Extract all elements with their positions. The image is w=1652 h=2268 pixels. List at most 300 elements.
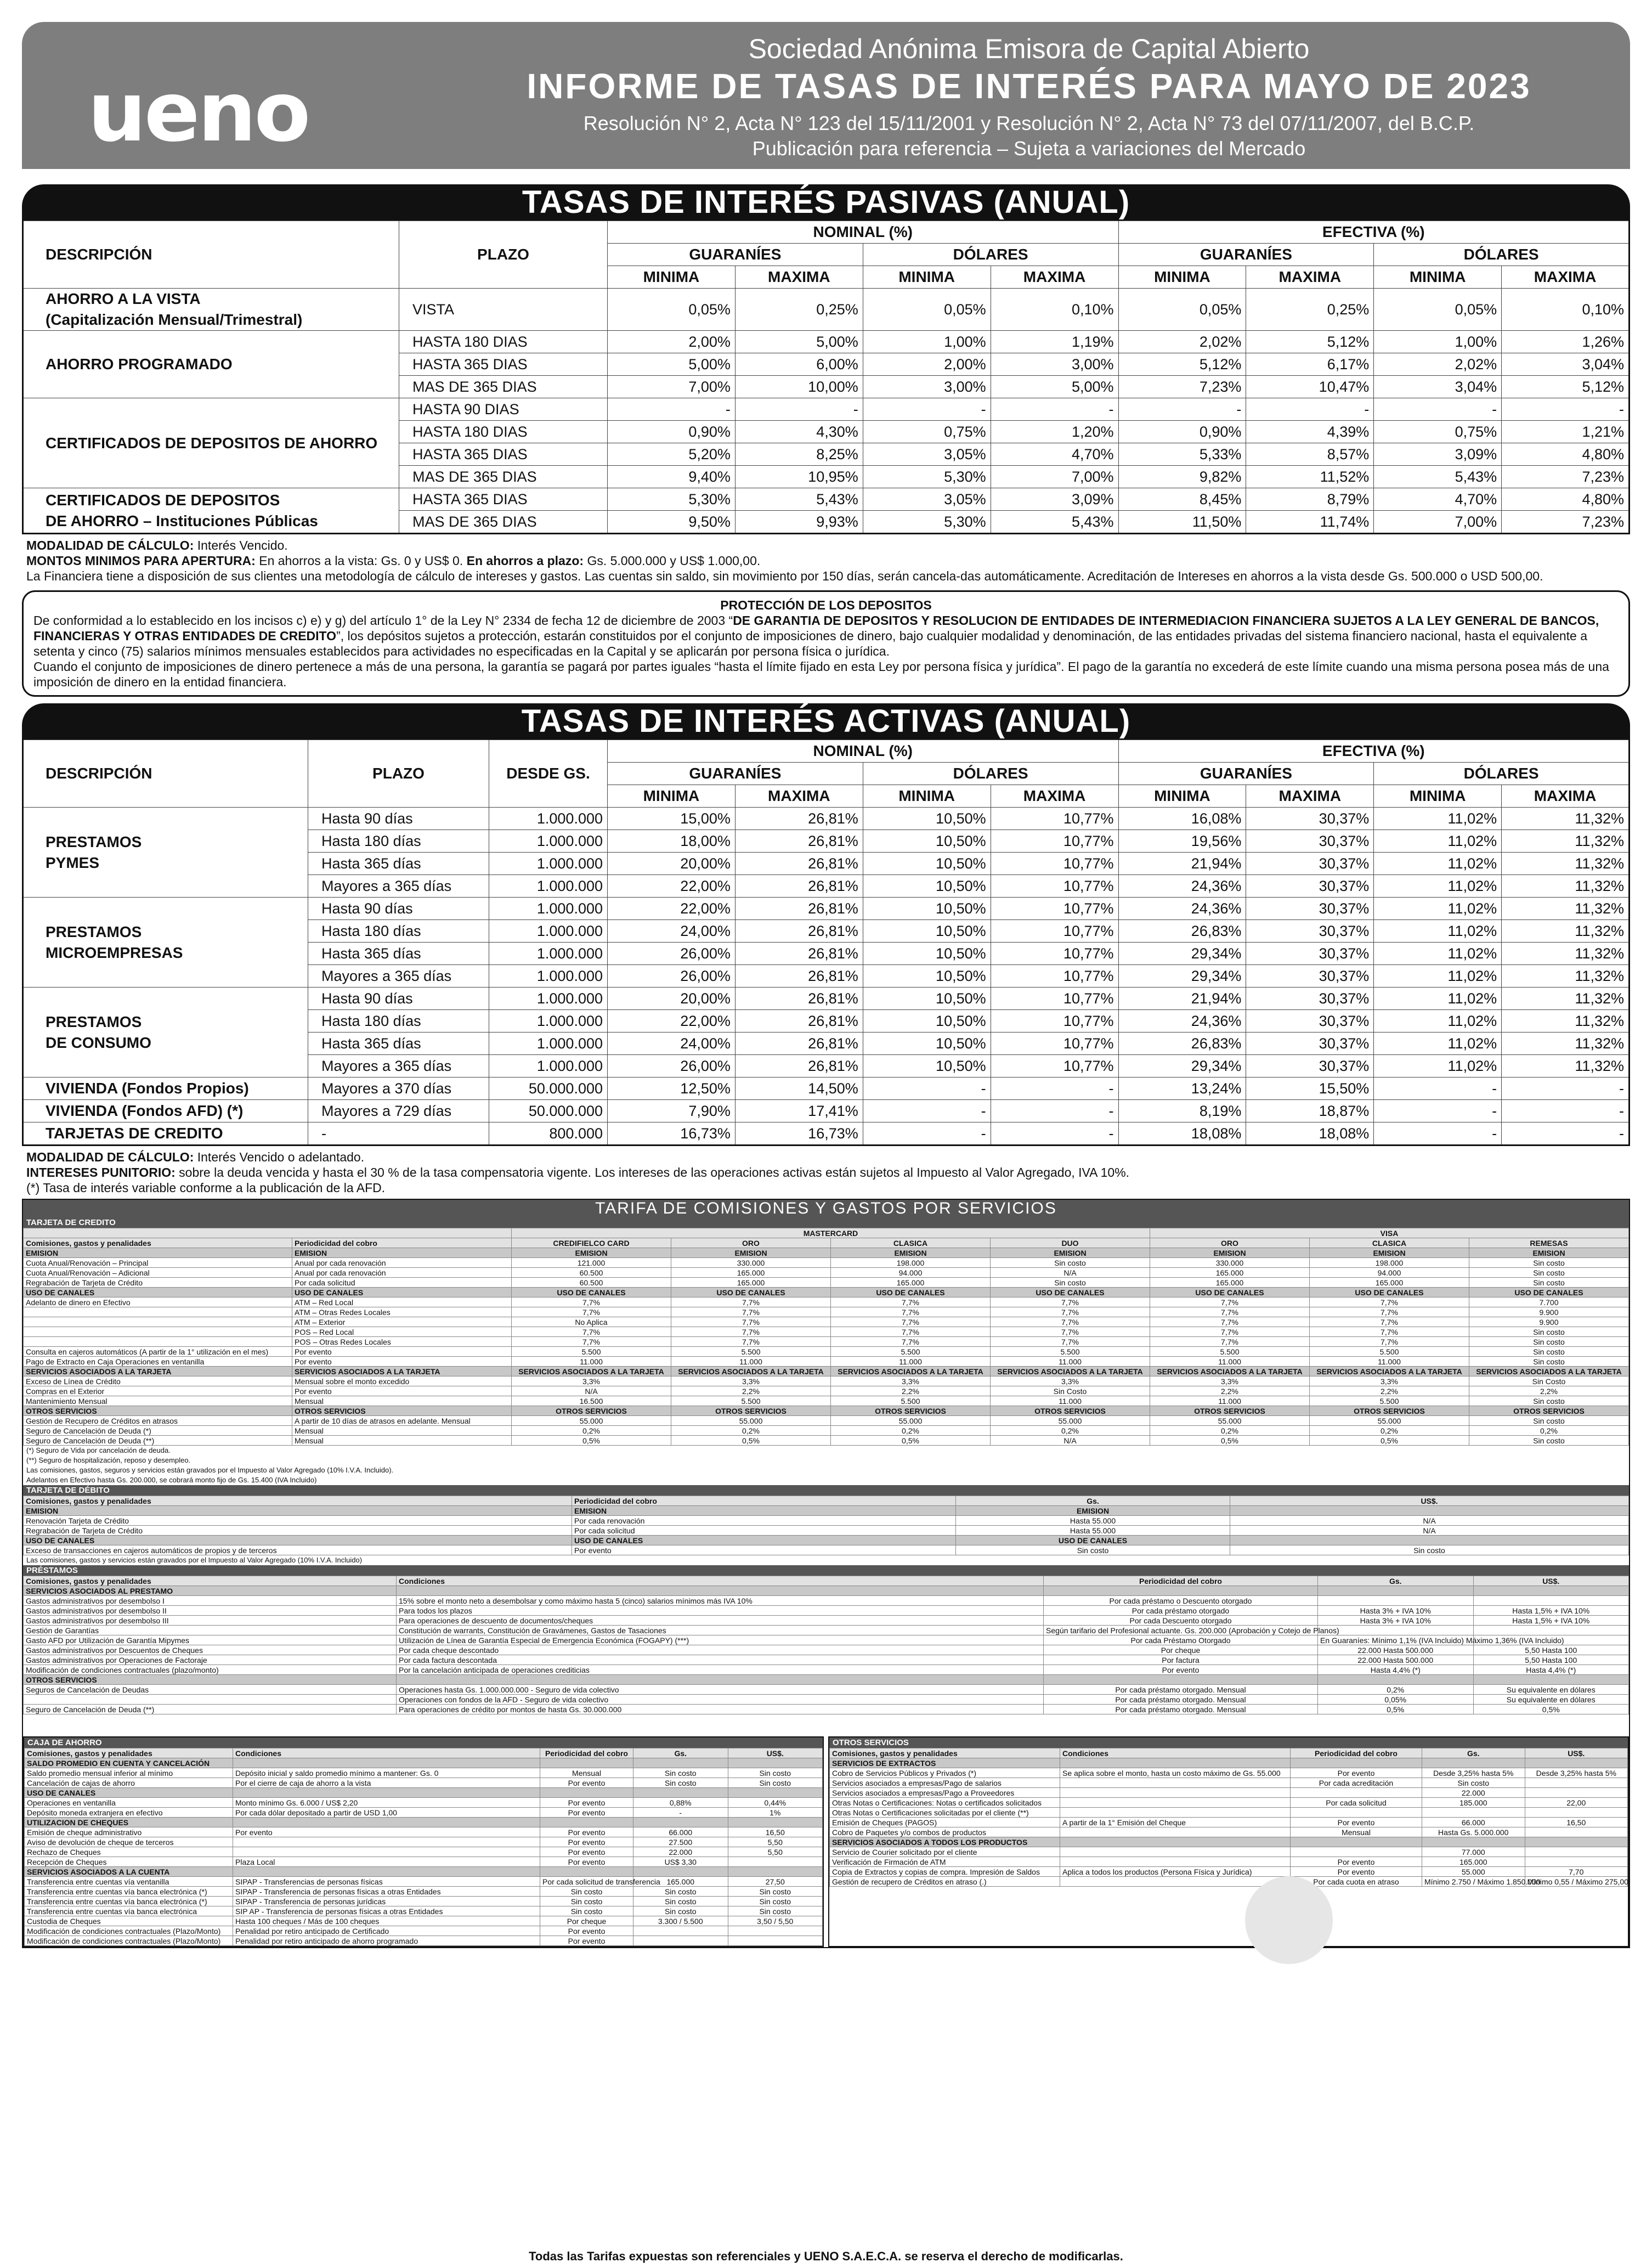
rate-cell: 9,93%	[735, 511, 863, 534]
rate-cell: 10,50%	[863, 988, 991, 1010]
rate-cell: 2,02%	[1374, 353, 1502, 376]
table-cell: Sin costo	[540, 1887, 633, 1897]
table-cell: Para operaciones de descuento de documentos/cheques	[397, 1616, 1044, 1626]
column-header: Periodicidad del cobro	[540, 1748, 633, 1758]
plazo-cell: HASTA 365 DIAS	[399, 488, 608, 511]
table-cell: 27.500	[633, 1837, 728, 1847]
table-cell	[233, 1758, 540, 1768]
section-row	[24, 1367, 1629, 1376]
rate-cell: 11,02%	[1374, 875, 1502, 898]
table-cell: EMISION	[292, 1248, 512, 1258]
col-max: MAXIMA	[991, 785, 1118, 808]
column-header: Condiciones	[233, 1748, 540, 1758]
rate-cell: 11,32%	[1502, 808, 1630, 830]
rate-cell: 10,77%	[991, 965, 1118, 988]
column-header: US$.	[728, 1748, 823, 1758]
rate-cell: -	[991, 1077, 1118, 1100]
group-label: PRESTAMOS PYMES	[23, 808, 308, 898]
table-cell: 22,00	[1525, 1798, 1628, 1808]
rate-cell: 5,20%	[608, 443, 736, 466]
rate-cell: 1,21%	[1502, 421, 1630, 443]
table-row	[830, 1818, 1628, 1827]
group-label: TARJETAS DE CREDITO	[23, 1122, 308, 1146]
rate-cell: 10,50%	[863, 898, 991, 920]
rate-cell: 3,05%	[863, 443, 991, 466]
table-cell: US$ 3,30	[633, 1857, 728, 1867]
rate-cell: 24,36%	[1118, 1010, 1246, 1033]
rate-cell: 19,56%	[1118, 830, 1246, 853]
table-cell	[397, 1675, 1044, 1685]
note-text: Las comisiones, gastos, seguros y servicios están gravados por el Impuesto al Valor Agregado (10% I.V.A. Incluido).	[26, 1466, 394, 1474]
table-cell	[1473, 1596, 1629, 1606]
table-cell: Pago de Extracto en Caja Operaciones en ventanilla	[24, 1357, 292, 1367]
table-cell: 7,7%	[512, 1327, 671, 1337]
column-header: Condiciones	[397, 1576, 1044, 1586]
col-max: MAXIMA	[991, 266, 1118, 289]
rate-cell: 1,19%	[991, 331, 1118, 353]
table-cell: 0,05%	[1318, 1695, 1474, 1705]
activas-table	[22, 740, 1630, 1146]
rate-cell: 2,00%	[863, 353, 991, 376]
rate-cell: -	[1502, 1077, 1630, 1100]
table-cell: 0,5%	[831, 1436, 991, 1446]
table-cell: 9.900	[1469, 1307, 1629, 1317]
table-cell	[233, 1818, 540, 1827]
proteccion-text: De conformidad a lo establecido en los incisos c) e) y g) del artículo 1° de la Ley N° 2334 de fecha 12 de diciembre de 2003 “	[33, 613, 733, 628]
rate-cell: 50.000.000	[489, 1077, 608, 1100]
rate-cell: 3,09%	[991, 488, 1118, 511]
table-row	[24, 1337, 1629, 1347]
table-cell: Por evento	[1291, 1867, 1422, 1877]
proteccion-title: PROTECCIÓN DE LOS DEPOSITOS	[720, 598, 932, 612]
company-type: Sociedad Anónima Emisora de Capital Abierto	[748, 33, 1310, 64]
table-cell	[633, 1867, 728, 1877]
rate-cell: 11,32%	[1502, 898, 1630, 920]
table-row	[25, 1936, 823, 1946]
table-cell	[24, 1317, 292, 1327]
rate-cell: 10,77%	[991, 898, 1118, 920]
header-row	[24, 1238, 1629, 1248]
table-cell	[1422, 1837, 1525, 1847]
footer-text: Todas las Tarifas expuestas son referenciales y UENO S.A.E.C.A. se reserva el derecho de modificarlas.	[529, 2249, 1123, 2263]
table-cell: SIPAP - Transferencia de personas jurídicas	[233, 1897, 540, 1906]
table-cell: Gastos administrativos por Operaciones de Factoraje	[24, 1655, 397, 1665]
rate-cell: 7,00%	[1374, 511, 1502, 534]
table-cell: USO DE CANALES	[24, 1288, 292, 1297]
table-cell	[1060, 1788, 1291, 1798]
pasivas-notes	[22, 534, 1630, 584]
table-row	[24, 1655, 1629, 1665]
table-cell: OTROS SERVICIOS	[831, 1406, 991, 1416]
table-cell: Sin costo	[540, 1897, 633, 1906]
table-cell: 11.000	[991, 1396, 1150, 1406]
table-cell	[1060, 1847, 1291, 1857]
rate-cell: 1.000.000	[489, 943, 608, 965]
table-row	[25, 1827, 823, 1837]
table-cell: Saldo promedio mensual inferior al mínimo	[25, 1768, 233, 1778]
table-cell: SERVICIOS ASOCIADOS AL PRESTAMO	[24, 1586, 397, 1596]
ueno-logo: ueno	[88, 65, 309, 160]
table-cell: 330.000	[1150, 1258, 1310, 1268]
table-cell: Verificación de Firmación de ATM	[830, 1857, 1060, 1867]
table-cell: SIPAP - Transferencia de personas físicas a otras Entidades	[233, 1887, 540, 1897]
rate-cell: 11,02%	[1374, 830, 1502, 853]
table-cell: 16,50	[728, 1827, 823, 1837]
table-cell	[1060, 1827, 1291, 1837]
table-cell	[540, 1867, 633, 1877]
table-cell: Por el cierre de caja de ahorro a la vista	[233, 1778, 540, 1788]
proteccion-law-name: DE GARANTIA DE DEPOSITOS Y RESOLUCION DE ENTIDADES DE INTERMEDIACION FINANCIERA SUJETOS A LA LEY GENERAL DE BANCOS, FINANCIERAS Y OTRAS ENTIDADES DE CREDITO	[33, 613, 1599, 643]
table-cell: 7,7%	[991, 1337, 1150, 1347]
note-text: Adelantos en Efectivo hasta Gs. 200.000, se cobrará monto fijo de Gs. 15.400 (IVA Incluido)	[26, 1476, 317, 1484]
rate-cell: 11,32%	[1502, 920, 1630, 943]
table-cell: OTROS SERVICIOS	[24, 1406, 292, 1416]
col-min: MINIMA	[863, 266, 991, 289]
rate-row	[23, 808, 1630, 830]
rate-cell: 30,37%	[1246, 1033, 1374, 1055]
table-row	[24, 1645, 1629, 1655]
column-header: CLASICA	[1310, 1238, 1469, 1248]
table-row	[830, 1798, 1628, 1808]
header	[22, 22, 1630, 169]
section-row	[24, 1506, 1629, 1516]
rate-cell: 26,00%	[608, 965, 736, 988]
col-efectiva: EFECTIVA (%)	[1118, 221, 1630, 244]
table-cell: 165.000	[1310, 1278, 1469, 1288]
rate-cell: 5,00%	[608, 353, 736, 376]
rate-cell: 5,30%	[863, 511, 991, 534]
rate-cell: 11,02%	[1374, 808, 1502, 830]
rate-cell: 10,47%	[1246, 376, 1374, 398]
table-cell: SERVICIOS ASOCIADOS A LA TARJETA	[292, 1367, 512, 1376]
table-cell	[24, 1695, 397, 1705]
table-cell	[1060, 1857, 1291, 1867]
col-max: MAXIMA	[1246, 266, 1374, 289]
table-cell: Por evento	[540, 1857, 633, 1867]
table-row	[830, 1768, 1628, 1778]
rate-cell: 30,37%	[1246, 943, 1374, 965]
group-label: CERTIFICADOS DE DEPOSITOS DE AHORRO – Instituciones Públicas	[23, 488, 399, 534]
table-cell: 2,2%	[1469, 1386, 1629, 1396]
plazo-cell: HASTA 90 DIAS	[399, 398, 608, 421]
table-cell: Mensual	[292, 1436, 512, 1446]
brand-visa: VISA	[1150, 1228, 1629, 1238]
rate-cell: 30,37%	[1246, 1055, 1374, 1077]
table-cell: 55.000	[1422, 1867, 1525, 1877]
table-cell: 7,70	[1525, 1867, 1628, 1877]
rate-row	[23, 1100, 1630, 1122]
table-cell: Sin costo	[728, 1887, 823, 1897]
rate-cell: 3,04%	[1374, 376, 1502, 398]
table-cell: Hasta 55.000	[956, 1526, 1230, 1536]
plazo-cell: Hasta 365 días	[308, 1033, 489, 1055]
table-cell: 198.000	[831, 1258, 991, 1268]
table-cell: 165.000	[671, 1278, 831, 1288]
table-row	[24, 1705, 1629, 1714]
tarjeta-debito-note: Las comisiones, gastos y servicios están gravados por el Impuesto al Valor Agregado (10% I.V.A. Incluido)	[26, 1556, 363, 1564]
table-cell: ATM – Red Local	[292, 1297, 512, 1307]
table-cell: EMISION	[1310, 1248, 1469, 1258]
table-cell: Gastos administrativos por desembolso I	[24, 1596, 397, 1606]
table-cell: Servicio de Courier solicitado por el cliente	[830, 1847, 1060, 1857]
table-cell: 11.000	[1150, 1396, 1310, 1406]
table-row	[25, 1798, 823, 1808]
rate-cell: 22,00%	[608, 875, 736, 898]
table-row	[24, 1685, 1629, 1695]
table-cell	[1525, 1808, 1628, 1818]
table-cell: Sin costo	[1469, 1268, 1629, 1278]
plazo-cell: Mayores a 370 días	[308, 1077, 489, 1100]
rate-cell: 11,32%	[1502, 875, 1630, 898]
table-cell: Hasta 1,5% + IVA 10%	[1473, 1606, 1629, 1616]
rate-cell: 11,02%	[1374, 898, 1502, 920]
table-cell	[1291, 1788, 1422, 1798]
rate-cell: 24,00%	[608, 920, 736, 943]
table-cell: EMISION	[991, 1248, 1150, 1258]
rate-row	[23, 289, 1630, 331]
table-cell: Regrabación de Tarjeta de Crédito	[24, 1526, 572, 1536]
table-cell: Su equivalente en dólares	[1473, 1695, 1629, 1705]
table-cell: 165.000	[1150, 1278, 1310, 1288]
table-cell: Por cada cheque descontado	[397, 1645, 1044, 1655]
table-cell: 3,3%	[991, 1376, 1150, 1386]
plazo-cell: HASTA 180 DIAS	[399, 331, 608, 353]
table-cell: Por cada préstamo otorgado. Mensual	[1044, 1695, 1318, 1705]
table-cell: Sin costo	[728, 1897, 823, 1906]
table-cell: 66.000	[633, 1827, 728, 1837]
rate-cell: -	[1246, 398, 1374, 421]
rate-cell: 26,83%	[1118, 920, 1246, 943]
table-cell: Emisión de cheque administrativo	[25, 1827, 233, 1837]
table-cell: POS – Otras Redes Locales	[292, 1337, 512, 1347]
rate-cell: 9,50%	[608, 511, 736, 534]
col-max: MAXIMA	[1502, 785, 1630, 808]
section-row	[830, 1758, 1628, 1768]
table-cell: 7,7%	[1150, 1337, 1310, 1347]
reference-text: Publicación para referencia – Sujeta a variaciones del Mercado	[752, 137, 1306, 160]
table-row	[24, 1307, 1629, 1317]
table-row	[25, 1808, 823, 1818]
table-cell: 7,7%	[991, 1297, 1150, 1307]
table-cell: N/A	[512, 1386, 671, 1396]
table-cell: 9.900	[1469, 1317, 1629, 1327]
rate-cell: 10,50%	[863, 1033, 991, 1055]
table-cell: Sin costo	[1469, 1278, 1629, 1288]
rate-cell: 26,00%	[608, 1055, 736, 1077]
table-cell: 7,7%	[1310, 1337, 1469, 1347]
table-cell: Por cada Préstamo Otorgado	[1044, 1635, 1318, 1645]
col-max: MAXIMA	[1246, 785, 1374, 808]
section-row	[24, 1406, 1629, 1416]
column-header: Periodicidad del cobro	[292, 1238, 512, 1248]
note-text: En ahorros a la vista: Gs. 0 y US$ 0.	[259, 554, 463, 568]
table-cell: 165.000	[671, 1268, 831, 1278]
table-cell: 0,2%	[831, 1426, 991, 1436]
table-cell: 0,2%	[1318, 1685, 1474, 1695]
section-row	[25, 1867, 823, 1877]
plazo-cell: Mayores a 365 días	[308, 875, 489, 898]
rate-cell: 1,00%	[1374, 331, 1502, 353]
table-cell: Penalidad por retiro anticipado de ahorro programado	[233, 1936, 540, 1946]
table-cell: SIP AP - Transferencia de personas físicas a otras Entidades	[233, 1906, 540, 1916]
table-cell: 22.000 Hasta 500.000	[1318, 1645, 1474, 1655]
rate-cell: 5,00%	[735, 331, 863, 353]
table-cell: SERVICIOS ASOCIADOS A LA TARJETA	[831, 1367, 991, 1376]
table-cell: Sin Costo	[1469, 1376, 1629, 1386]
table-cell: 55.000	[831, 1416, 991, 1426]
table-row	[24, 1327, 1629, 1337]
rate-row	[23, 331, 1630, 353]
table-cell: Sin costo	[728, 1906, 823, 1916]
rate-cell: 1,20%	[991, 421, 1118, 443]
table-cell	[1230, 1536, 1629, 1545]
table-cell	[1318, 1675, 1474, 1685]
rate-cell: 9,82%	[1118, 466, 1246, 488]
column-header: Condiciones	[1060, 1748, 1291, 1758]
note-label: INTERESES PUNITORIO:	[26, 1165, 176, 1180]
rate-cell: 3,00%	[991, 353, 1118, 376]
table-cell	[728, 1926, 823, 1936]
col-plazo: PLAZO	[308, 740, 489, 808]
table-cell: 7,7%	[831, 1307, 991, 1317]
tarjeta-debito-table	[23, 1496, 1629, 1555]
rate-cell: 11,32%	[1502, 988, 1630, 1010]
plazo-cell: Mayores a 365 días	[308, 965, 489, 988]
table-cell	[633, 1926, 728, 1936]
prestamos-title: PRÉSTAMOS	[23, 1565, 1629, 1576]
rate-cell: 11,32%	[1502, 943, 1630, 965]
table-cell: Sin costo	[633, 1906, 728, 1916]
section-row	[24, 1675, 1629, 1685]
tarjeta-debito-title: TARJETA DE DÉBITO	[23, 1485, 1629, 1496]
table-cell: Consulta en cajeros automáticos (A partir de la 1° utilización en el mes)	[24, 1347, 292, 1357]
table-cell: En Guaraníes: Mínimo 1,1% (IVA Incluido) Máximo 1,36% (IVA Incluido)	[1318, 1635, 1474, 1645]
table-cell	[1060, 1778, 1291, 1788]
rate-cell: 11,32%	[1502, 830, 1630, 853]
table-cell: Gastos administrativos por desembolso II	[24, 1606, 397, 1616]
rate-cell: 0,75%	[1374, 421, 1502, 443]
rate-cell: 10,77%	[991, 943, 1118, 965]
rate-cell: 1.000.000	[489, 830, 608, 853]
col-descripcion: DESCRIPCIÓN	[23, 740, 308, 808]
table-cell: EMISION	[512, 1248, 671, 1258]
plazo-cell: Hasta 90 días	[308, 808, 489, 830]
rate-cell: 11,02%	[1374, 988, 1502, 1010]
rate-cell: 1.000.000	[489, 1055, 608, 1077]
table-cell: 0,2%	[1310, 1426, 1469, 1436]
rate-cell: 26,81%	[735, 808, 863, 830]
table-cell: 11.000	[831, 1357, 991, 1367]
table-cell: Sin costo	[991, 1258, 1150, 1268]
rate-cell: 10,50%	[863, 1010, 991, 1033]
plazo-cell: Hasta 90 días	[308, 988, 489, 1010]
rate-cell: 5,12%	[1502, 376, 1630, 398]
table-cell: EMISION	[671, 1248, 831, 1258]
table-cell: Anual por cada renovación	[292, 1268, 512, 1278]
section-row	[24, 1288, 1629, 1297]
tarifa-section	[22, 1199, 1630, 1948]
table-cell	[728, 1818, 823, 1827]
scroll-top-icon[interactable]	[1245, 1876, 1333, 1964]
rate-cell: -	[1502, 398, 1630, 421]
table-cell: 7,7%	[991, 1317, 1150, 1327]
rate-cell: 10,77%	[991, 808, 1118, 830]
table-cell: USO DE CANALES	[292, 1288, 512, 1297]
rate-cell: 24,36%	[1118, 898, 1246, 920]
table-row	[25, 1877, 823, 1887]
rate-cell: 30,37%	[1246, 830, 1374, 853]
rate-cell: 1.000.000	[489, 853, 608, 875]
table-cell: 60.500	[512, 1278, 671, 1288]
table-cell: N/A	[1230, 1516, 1629, 1526]
rate-cell: 2,02%	[1118, 331, 1246, 353]
column-header: Periodicidad del cobro	[572, 1496, 956, 1506]
rate-cell: 5,12%	[1118, 353, 1246, 376]
rate-cell: 10,77%	[991, 830, 1118, 853]
rate-cell: 11,02%	[1374, 965, 1502, 988]
table-row	[25, 1857, 823, 1867]
table-cell: 0,2%	[671, 1426, 831, 1436]
table-cell: Por evento	[1291, 1857, 1422, 1867]
rate-cell: 12,50%	[608, 1077, 736, 1100]
table-cell: USO DE CANALES	[956, 1536, 1230, 1545]
group-label: VIVIENDA (Fondos AFD) (*)	[23, 1100, 308, 1122]
table-cell: Por la cancelación anticipada de operaciones crediticias	[397, 1665, 1044, 1675]
table-cell: 3,3%	[831, 1376, 991, 1386]
rate-row	[23, 1077, 1630, 1100]
table-cell: Para todos los plazos	[397, 1606, 1044, 1616]
col-gs: GUARANÍES	[1118, 763, 1374, 785]
rate-row	[23, 898, 1630, 920]
plazo-cell: Mayores a 729 días	[308, 1100, 489, 1122]
column-header: Gs.	[1422, 1748, 1525, 1758]
table-cell: Regrabación de Tarjeta de Crédito	[24, 1278, 292, 1288]
table-cell	[1060, 1798, 1291, 1808]
table-cell: 5,50 Hasta 100	[1473, 1645, 1629, 1655]
table-cell: EMISION	[24, 1248, 292, 1258]
table-cell: Hasta 55.000	[956, 1516, 1230, 1526]
col-min: MINIMA	[1374, 785, 1502, 808]
rate-cell: 26,81%	[735, 1010, 863, 1033]
table-cell: OTROS SERVICIOS	[1150, 1406, 1310, 1416]
column-header: Gs.	[956, 1496, 1230, 1506]
table-cell: Gasto AFD por Utilización de Garantía Mipymes	[24, 1635, 397, 1645]
column-header: Comisiones, gastos y penalidades	[830, 1748, 1060, 1758]
table-cell: 7,7%	[671, 1307, 831, 1317]
table-row	[25, 1897, 823, 1906]
note-text: (*) Seguro de Vida por cancelación de deuda.	[26, 1446, 171, 1454]
table-cell	[24, 1327, 292, 1337]
table-cell: SERVICIOS ASOCIADOS A LA TARJETA	[1469, 1367, 1629, 1376]
table-cell: Mensual	[292, 1426, 512, 1436]
rate-cell: 30,37%	[1246, 988, 1374, 1010]
col-desde: DESDE GS.	[489, 740, 608, 808]
page-title: INFORME DE TASAS DE INTERÉS PARA MAYO DE 2023	[527, 66, 1531, 106]
rate-cell: 15,00%	[608, 808, 736, 830]
table-cell: Sin costo	[1469, 1258, 1629, 1268]
table-cell: 5.500	[1310, 1396, 1469, 1406]
table-cell: 5.500	[991, 1347, 1150, 1357]
table-cell: 16,50	[1525, 1818, 1628, 1827]
table-cell	[1525, 1758, 1628, 1768]
table-row	[830, 1847, 1628, 1857]
tarifa-title: TARIFA DE COMISIONES Y GASTOS POR SERVICIOS	[23, 1200, 1629, 1217]
table-cell: 22.000 Hasta 500.000	[1318, 1655, 1474, 1665]
rate-cell: 10,50%	[863, 830, 991, 853]
table-cell: Mantenimiento Mensual	[24, 1396, 292, 1406]
col-gs: GUARANÍES	[1118, 244, 1374, 266]
table-cell: A partir de la 1° Emisión del Cheque	[1060, 1818, 1291, 1827]
